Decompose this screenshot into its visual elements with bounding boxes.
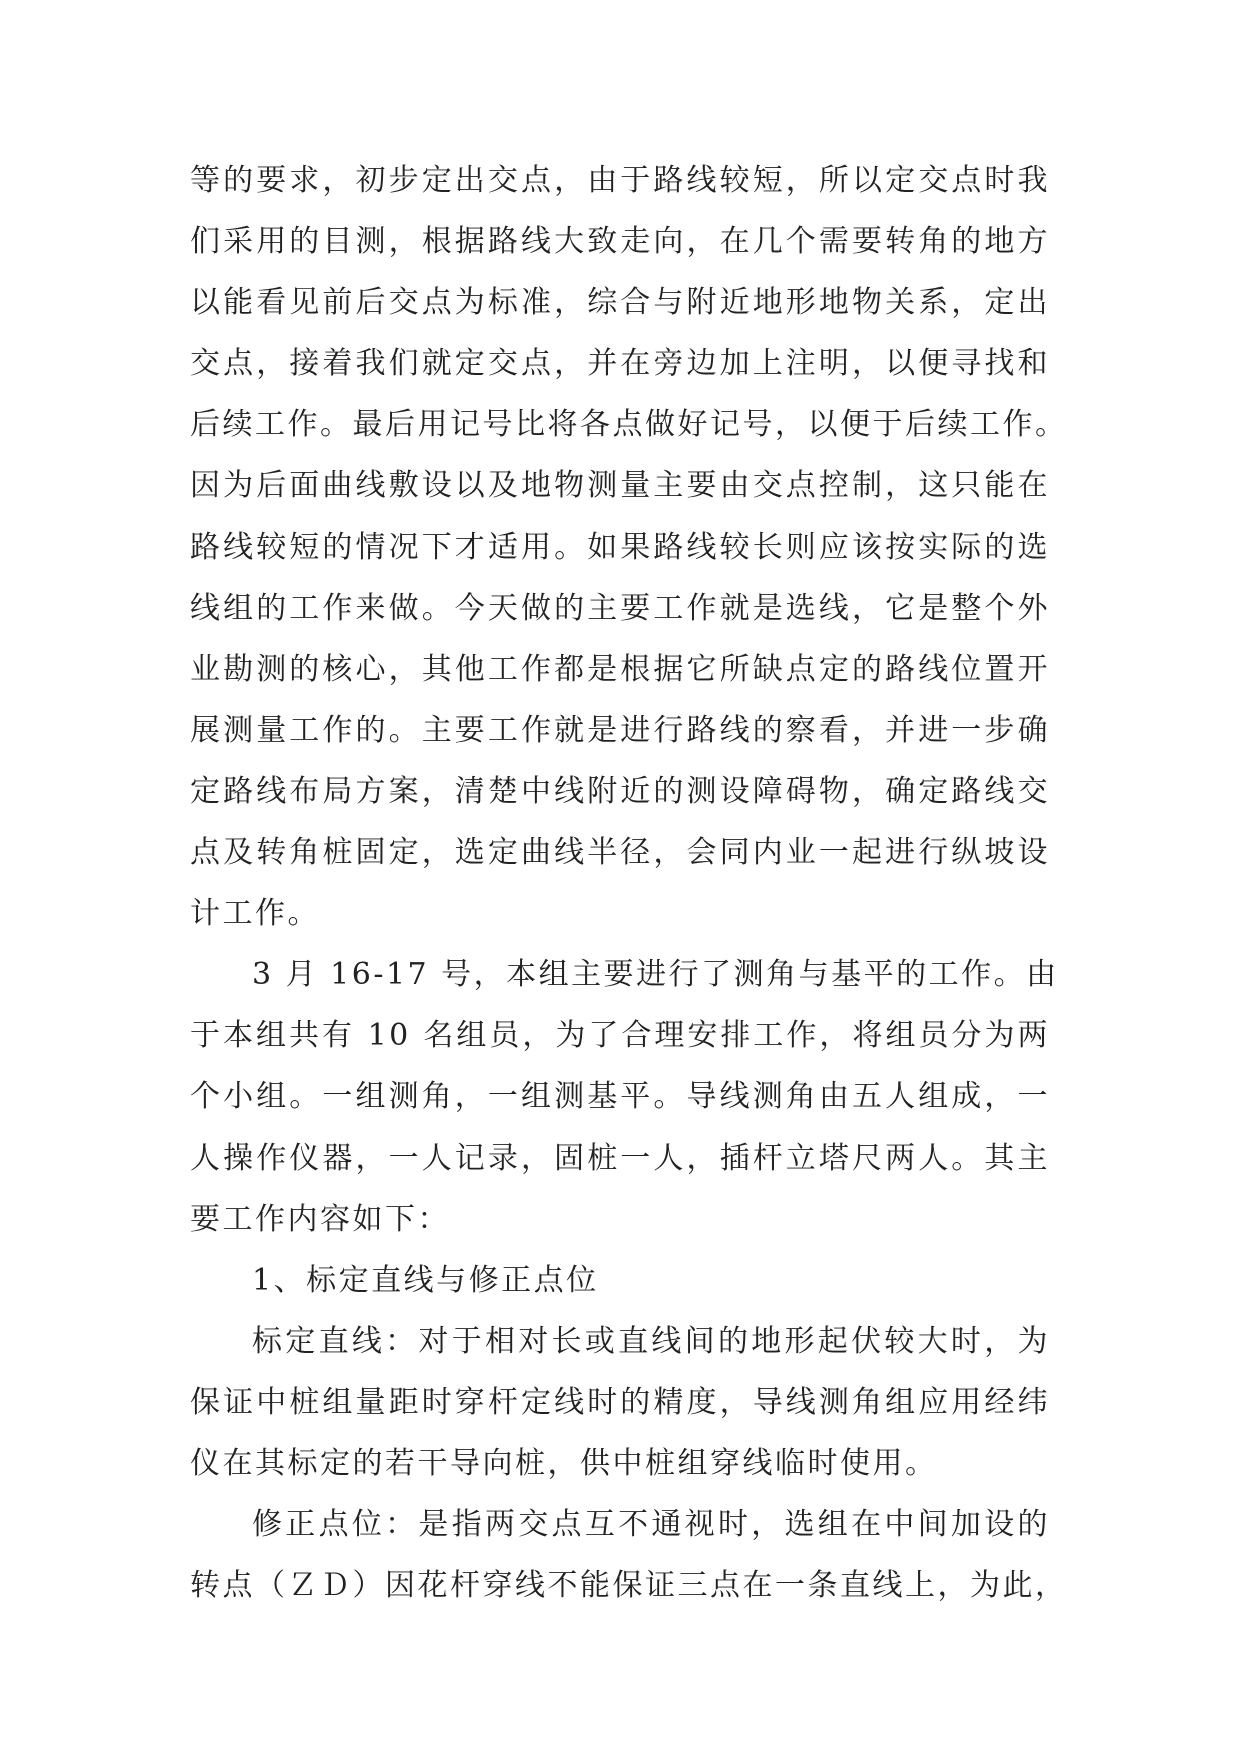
text-line: 要工作内容如下： <box>190 1201 450 1237</box>
body-text <box>190 150 1068 1616</box>
text-line: 后续工作。最后用记号比将各点做好记号，以便于后续工作。 <box>190 407 1068 443</box>
text-line: 于本组共有 10 名组员，为了合理安排工作，将组员分为两 <box>190 1018 1050 1054</box>
text-line: 交点，接着我们就定交点，并在旁边加上注明，以便寻找和 <box>190 346 1050 382</box>
text-line: 标定直线：对于相对长或直线间的地形起伏较大时，为 <box>252 1323 1050 1359</box>
text-line: 们采用的目测，根据路线大致走向，在几个需要转角的地方 <box>190 224 1050 260</box>
text-line: 1、标定直线与修正点位 <box>252 1262 599 1298</box>
text-line: 人操作仪器，一人记录，固桩一人，插杆立塔尺两人。其主 <box>190 1140 1050 1176</box>
text-line: 定路线布局方案，清楚中线附近的测设障碍物，确定路线交 <box>190 773 1050 809</box>
text-line: 计工作。 <box>190 896 320 932</box>
text-line: 因为后面曲线敷设以及地物测量主要由交点控制，这只能在 <box>190 468 1050 504</box>
text-line: 路线较短的情况下才适用。如果路线较长则应该按实际的选 <box>190 529 1050 565</box>
text-line: 等的要求，初步定出交点，由于路线较短，所以定交点时我 <box>190 163 1050 198</box>
text-line: 保证中桩组量距时穿杆定线时的精度，导线测角组应用经纬 <box>190 1384 1050 1420</box>
text-line: 点及转角桩固定，选定曲线半径，会同内业一起进行纵坡设 <box>190 835 1050 871</box>
text-line: 以能看见前后交点为标准，综合与附近地形地物关系，定出 <box>190 285 1050 321</box>
text-line: 仪在其标定的若干导向桩，供中桩组穿线临时使用。 <box>190 1445 938 1481</box>
text-line: 线组的工作来做。今天做的主要工作就是选线，它是整个外 <box>190 590 1050 626</box>
text-line: 转点（ＺＤ）因花杆穿线不能保证三点在一条直线上，为此， <box>190 1568 1068 1604</box>
text-line: 修正点位：是指两交点互不通视时，选组在中间加设的 <box>252 1507 1050 1543</box>
text-line: 展测量工作的。主要工作就是进行路线的察看，并进一步确 <box>190 712 1050 748</box>
text-line: 3 月 16-17 号，本组主要进行了测角与基平的工作。由 <box>252 957 1059 993</box>
text-line: 个小组。一组测角，一组测基平。导线测角由五人组成，一 <box>190 1079 1050 1115</box>
text-line: 业勘测的核心，其他工作都是根据它所缺点定的路线位置开 <box>190 651 1050 687</box>
